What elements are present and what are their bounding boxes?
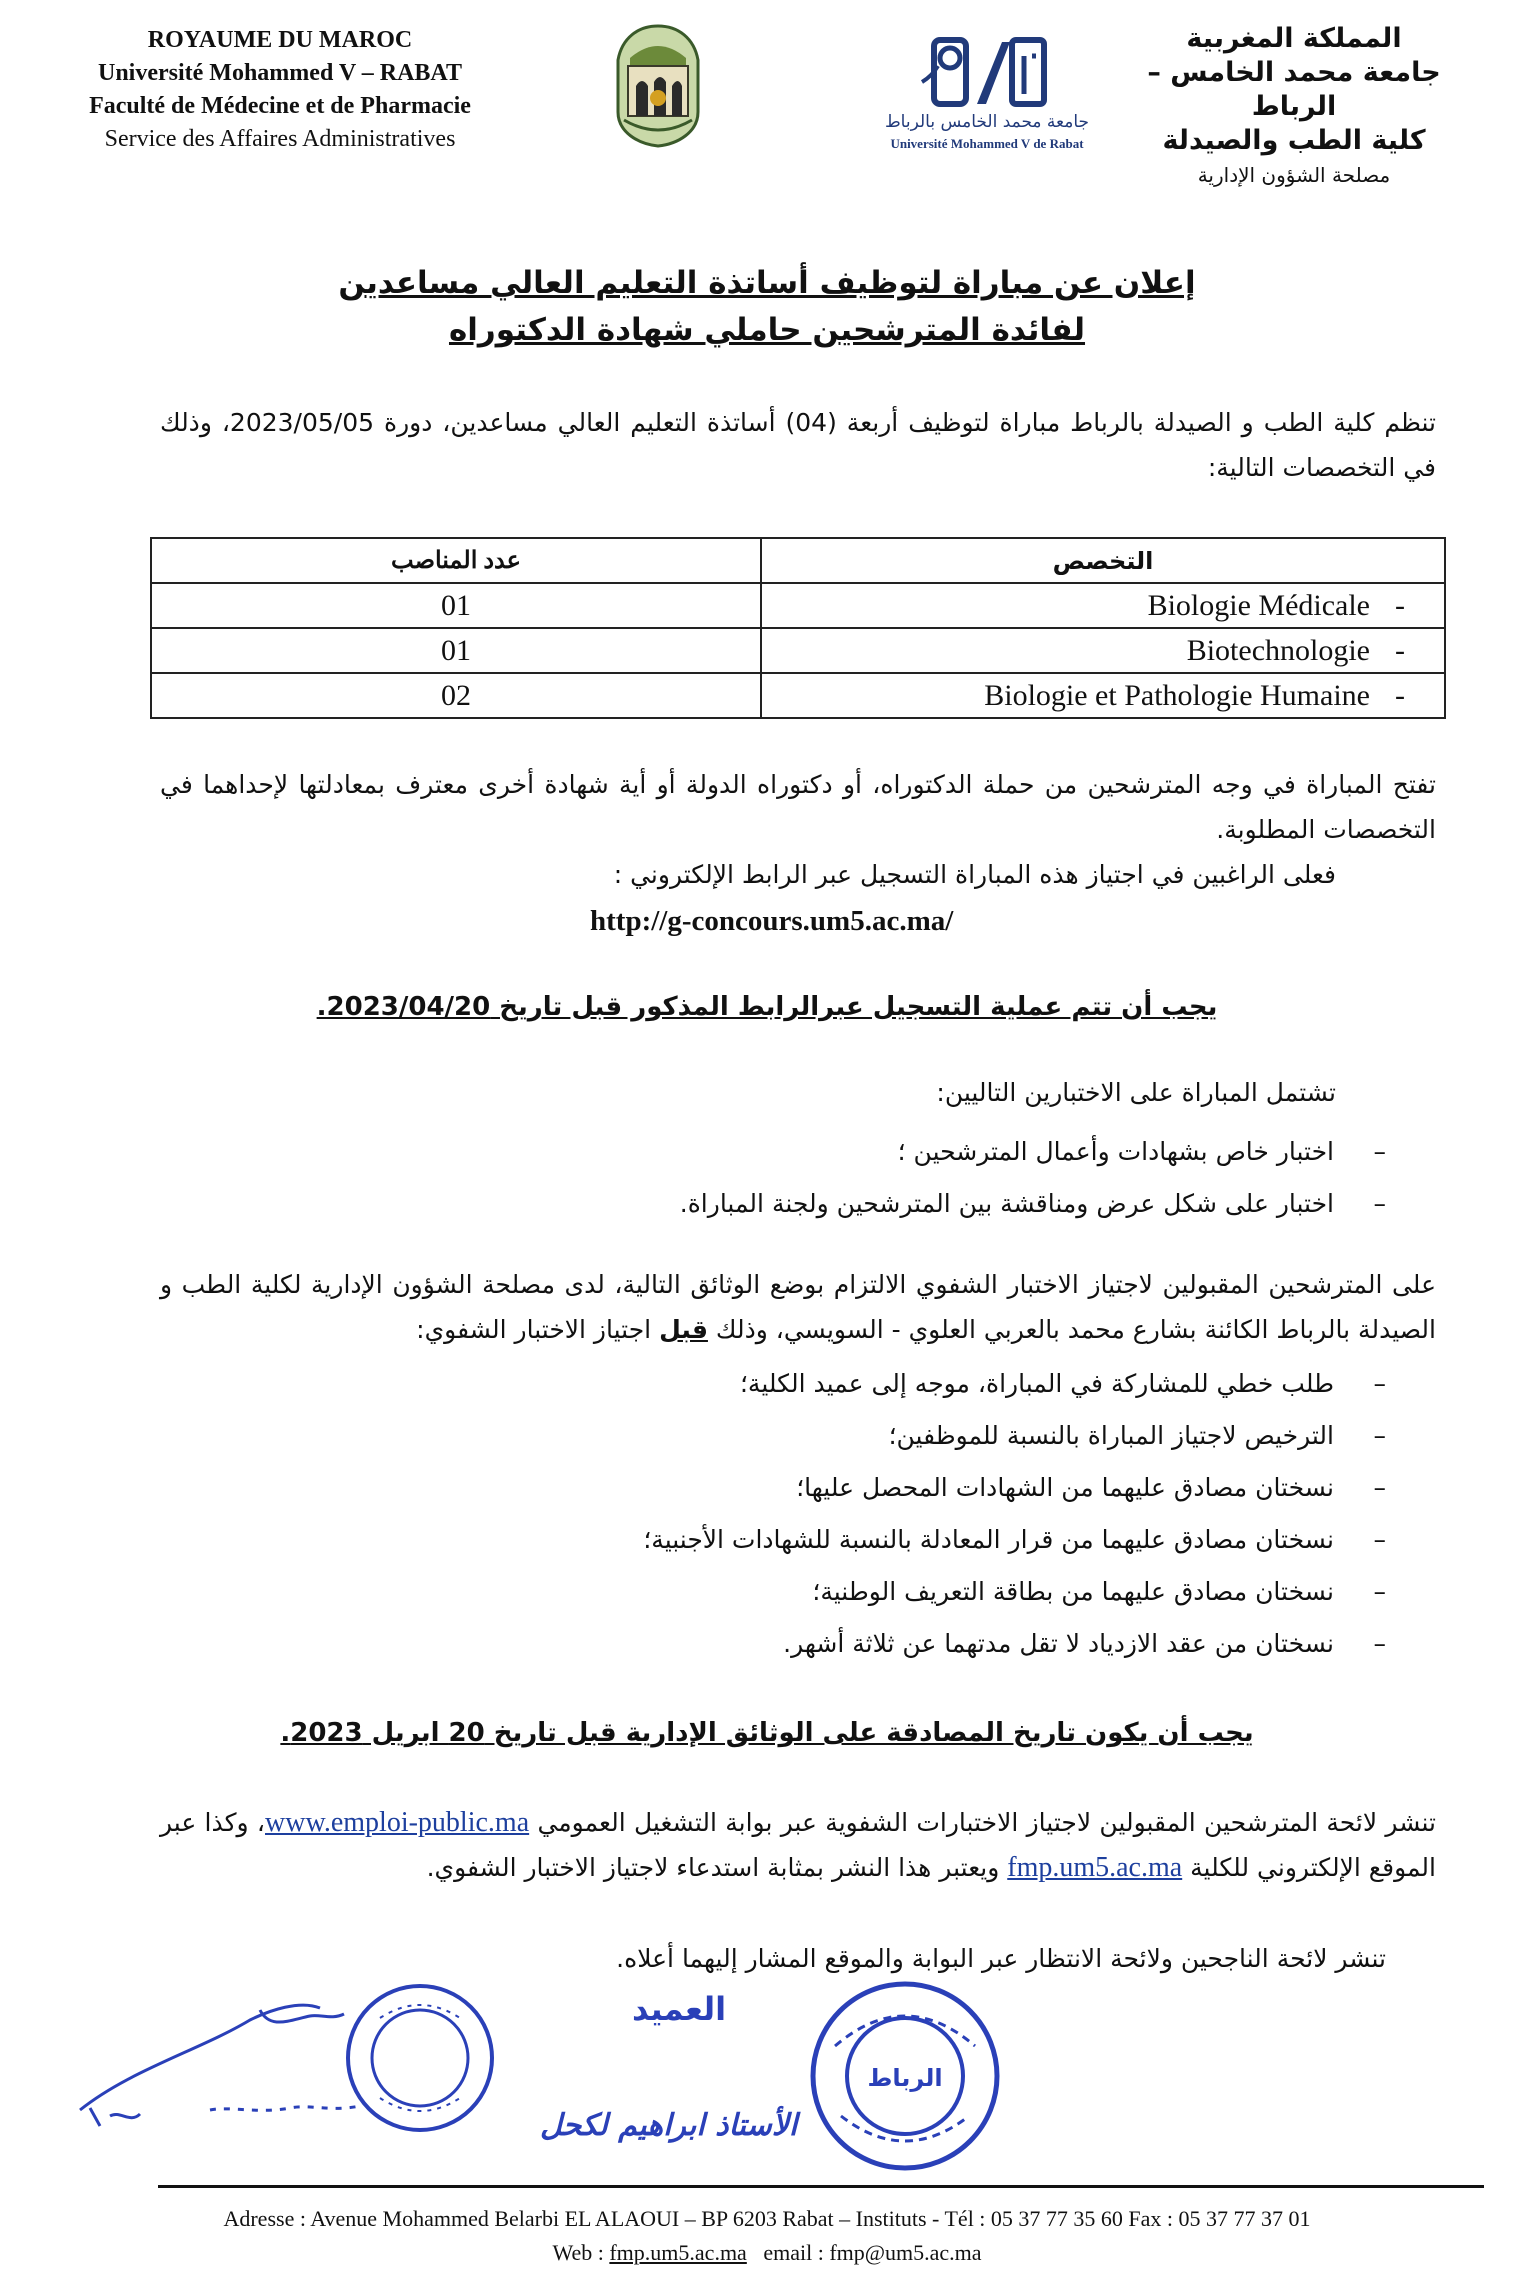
table-row [151, 673, 1445, 718]
list-item: –اختبار خاص بشهادات وأعمال المترشحين ؛ [897, 1137, 1386, 1166]
kingdom-ar: المملكة المغربية [1186, 23, 1402, 54]
handwritten-signature [70, 1990, 380, 2130]
documents-deadline: يجب أن يكون تاريخ المصادقة على الوثائق الإدارية قبل تاريخ 20 ابريل 2023. [280, 1718, 1254, 1748]
registration-deadline: يجب أن تتم عملية التسجيل عبرالرابط المذكور قبل تاريخ 2023/04/20. [316, 992, 1218, 1022]
logo-university-ar: جامعة محمد الخامس بالرباط [884, 112, 1090, 132]
university-logo [852, 36, 1122, 154]
service-fr: Service des Affaires Administratives [104, 126, 456, 152]
list-item: –نسختان مصادق عليهما من بطاقة التعريف الوطنية؛ [812, 1577, 1386, 1606]
registration-link[interactable]: http://g-concours.um5.ac.ma/ [590, 905, 954, 937]
documents-list [160, 1358, 1386, 1670]
list-item: –نسختان مصادق عليهما من قرار المعادلة بالنسبة للشهادات الأجنبية؛ [643, 1525, 1386, 1554]
post-count: 01 [151, 628, 761, 673]
specialty-name: Biologie Médicale [1147, 588, 1370, 622]
specialty-name: Biotechnologie [1186, 633, 1370, 667]
announcement-title: إعلان عن مباراة لتوظيف أساتذة التعليم العالي مساعدين [338, 265, 1196, 301]
university-fr: Université Mohammed V – RABAT [98, 60, 462, 86]
official-stamp-left [340, 1978, 500, 2138]
stamp-city: الرباط [867, 2064, 943, 2092]
faculty-ar: كلية الطب والصيدلة [1162, 125, 1426, 156]
publication-paragraph: تنشر لائحة المترشحين المقبولين لاجتياز الاختبارات الشفوية عبر بوابة التشغيل العمومي www.emploi-public.ma، وكذا عبر الموقع الإلكتروني للكلية fmp.um5.ac.ma ويعتبر هذا النشر بمثابة استدعاء لاجتياز الاختبار الشفوي. [160, 1807, 1437, 1883]
specialties-table [150, 537, 1446, 719]
specialty-cell: Biotechnologie - [761, 628, 1445, 673]
faculty-website-link[interactable]: fmp.um5.ac.ma [1007, 1852, 1183, 1883]
specialty-cell: Biologie et Pathologie Humaine - [761, 673, 1445, 718]
column-specialty-header: التخصص [761, 538, 1445, 583]
tests-list [160, 1126, 1386, 1230]
post-count: 01 [151, 583, 761, 628]
service-ar: مصلحة الشؤون الإدارية [1197, 163, 1391, 187]
footer-contact: Web : fmp.um5.ac.ma email : fmp@um5.ac.ma [552, 2240, 982, 2265]
faculty-fr: Faculté de Médecine et de Pharmacie [89, 93, 471, 119]
announcement-subtitle: لفائدة المترشحين حاملي شهادة الدكتوراه [448, 312, 1086, 348]
footer-divider [158, 2185, 1484, 2188]
table-header-row [151, 538, 1445, 583]
university-ar: جامعة محمد الخامس – الرباط [1147, 57, 1441, 122]
specialty-name: Biologie et Pathologie Humaine [984, 678, 1370, 712]
eligibility-paragraph: تفتح المباراة في وجه المترشحين من حملة الدكتوراه، أو دكتوراه الدولة أو أية شهادة أخرى معترف بمعادلتها لإحداهما في التخصصات المطلوبة. [160, 770, 1436, 844]
list-item: –نسختان من عقد الازدياد لا تقل مدتهما عن ثلاثة أشهر. [783, 1629, 1386, 1658]
list-item: –نسختان مصادق عليهما من الشهادات المحصل عليها؛ [796, 1473, 1386, 1502]
signatory-name: الأستاذ ابراهيم لكحل [540, 2108, 798, 2143]
kingdom-fr: ROYAUME DU MAROC [147, 27, 413, 53]
header-french [60, 24, 500, 156]
um5-logo-icon [852, 36, 1122, 112]
footer-address: Adresse : Avenue Mohammed Belarbi EL ALAOUI – BP 6203 Rabat – Instituts - Tél : 05 37 77 35 60 Fax : 05 37 77 37 01 [223, 2206, 1311, 2231]
footer-web-link[interactable]: fmp.um5.ac.ma [609, 2240, 747, 2265]
list-item: –طلب خطي للمشاركة في المباراة، موجه إلى عميد الكلية؛ [739, 1369, 1386, 1398]
documents-intro: على المترشحين المقبولين لاجتياز الاختبار الشفوي الالتزام بوضع الوثائق التالية، لدى مصلحة الشؤون الإدارية لكلية الطب و الصيدلة بالرباط الكائنة بشارع محمد بالعربي العلوي - السويسي، وذلك قبل اجتياز الاختبار الشفوي: [160, 1270, 1436, 1344]
post-count: 02 [151, 673, 761, 718]
registration-paragraph: فعلى الراغبين في اجتياز هذه المباراة التسجيل عبر الرابط الإلكتروني : [613, 860, 1336, 889]
footer-email[interactable]: fmp@um5.ac.ma [829, 2240, 982, 2265]
faculty-emblem-logo [608, 20, 708, 150]
signatory-title: العميد [632, 1990, 727, 2028]
table-row [151, 583, 1445, 628]
official-stamp-right [805, 1976, 1005, 2176]
intro-paragraph: تنظم كلية الطب و الصيدلة بالرباط مباراة لتوظيف أربعة (04) أساتذة التعليم العالي مساعدين، دورة 2023/05/05، وذلك في التخصصات التالية: [160, 408, 1436, 482]
results-paragraph: تنشر لائحة الناجحين ولائحة الانتظار عبر البوابة والموقع المشار إليهما أعلاه. [616, 1944, 1386, 1973]
column-count-header: عدد المناصب [151, 538, 761, 583]
tests-intro: تشتمل المباراة على الاختبارين التاليين: [936, 1078, 1336, 1107]
list-item: –الترخيص لاجتياز المباراة بالنسبة للموظفين؛ [888, 1421, 1386, 1450]
emploi-public-link[interactable]: www.emploi-public.ma [265, 1807, 530, 1838]
table-row [151, 628, 1445, 673]
list-item: –اختبار على شكل عرض ومناقشة بين المترشحين ولجنة المباراة. [679, 1189, 1386, 1218]
logo-university-fr: Université Mohammed V de Rabat [890, 136, 1084, 151]
header-arabic [1104, 22, 1484, 192]
specialty-cell: Biologie Médicale - [761, 583, 1445, 628]
